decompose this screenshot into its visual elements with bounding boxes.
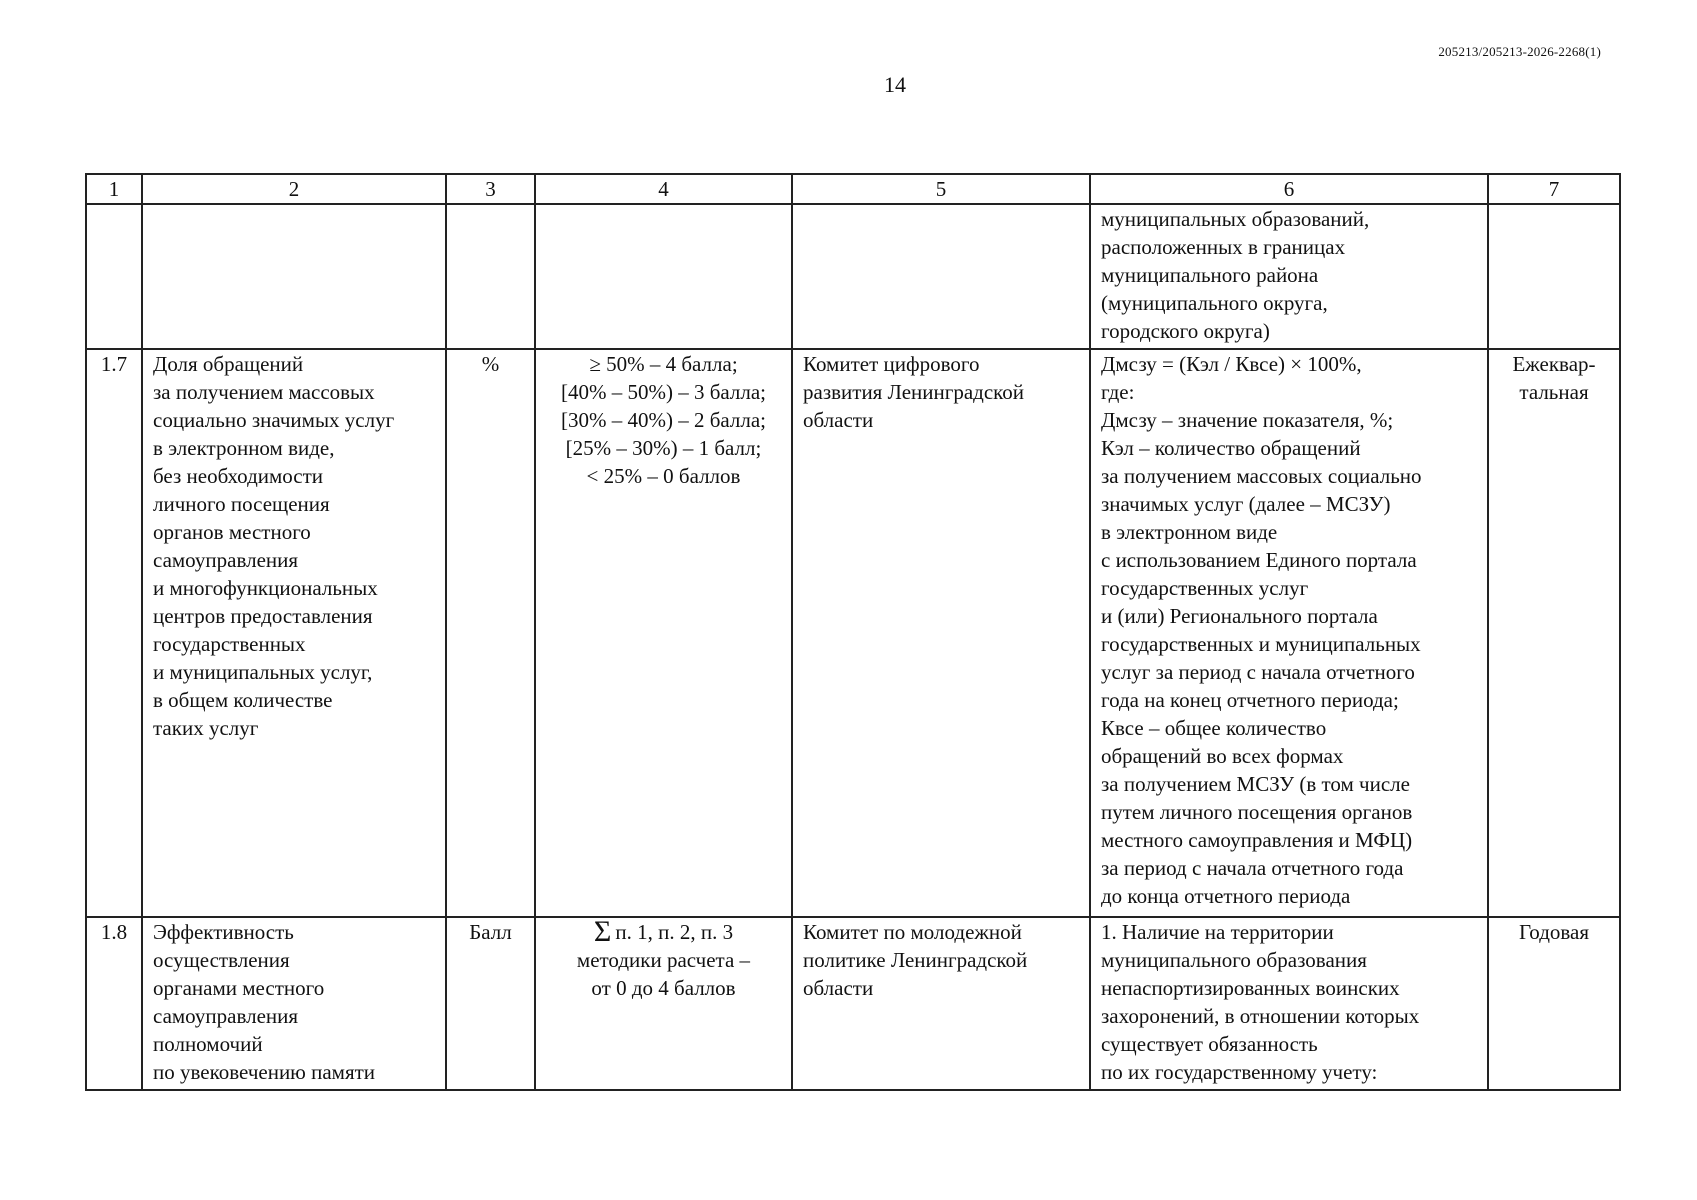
periodicity-cell: Ежеквар- тальная bbox=[1488, 349, 1620, 917]
indicator-cell: Доля обращений за получением массовых социально значимых услуг в электронном виде, без необходимости личного посещения органов местного самоуправления и многофункциональных центров предоставления государственных и муниципальных услуг, в общем количестве таких услуг bbox=[142, 349, 446, 917]
formula-cell: 1. Наличие на территории муниципального образования непаспортизированных воинских захоронений, в отношении которых существует обязанность по их государственному учету: bbox=[1090, 917, 1488, 1090]
document-id: 205213/205213-2026-2268(1) bbox=[1438, 44, 1601, 59]
formula-cell: муниципальных образований, расположенных в границах муниципального района (муниципального округа, городского округа) bbox=[1090, 204, 1488, 349]
scoring-cell bbox=[535, 204, 792, 349]
periodicity-cell bbox=[1488, 204, 1620, 349]
indicators-table bbox=[85, 173, 1621, 1091]
column-header: 3 bbox=[446, 174, 535, 204]
column-header: 4 bbox=[535, 174, 792, 204]
scoring-text: п. 1, п. 2, п. 3 методики расчета – от 0 до 4 баллов bbox=[576, 920, 751, 1000]
table-row bbox=[86, 204, 1620, 349]
formula-cell: Дмсзу = (Кэл / Квсе) × 100%, где: Дмсзу – значение показателя, %; Кэл – количество обращений за получением массовых социально значимых услуг (далее – МСЗУ) в электронном виде с использованием Единого портала государственных услуг и (или) Регионального портала государственных и муниципальных услуг за период с начала отчетного года на конец отчетного периода; Квсе – общее количество обращений во всех формах за получением МСЗУ (в том числе путем личного посещения органов местного самоуправления и МФЦ) за период с начала отчетного года до конца отчетного периода bbox=[1090, 349, 1488, 917]
responsible-cell bbox=[792, 204, 1090, 349]
sum-symbol: Σ bbox=[593, 917, 612, 948]
column-header: 6 bbox=[1090, 174, 1488, 204]
column-header: 5 bbox=[792, 174, 1090, 204]
table-row bbox=[86, 349, 1620, 917]
responsible-cell: Комитет цифрового развития Ленинградской области bbox=[792, 349, 1090, 917]
unit-cell: Балл bbox=[446, 917, 535, 1090]
column-header: 7 bbox=[1488, 174, 1620, 204]
column-header: 2 bbox=[142, 174, 446, 204]
responsible-cell: Комитет по молодежной политике Ленинградской области bbox=[792, 917, 1090, 1090]
row-number-cell: 1.7 bbox=[86, 349, 142, 917]
indicator-cell bbox=[142, 204, 446, 349]
indicator-cell: Эффективность осуществления органами местного самоуправления полномочий по увековечению памяти bbox=[142, 917, 446, 1090]
table-header-row bbox=[86, 174, 1620, 204]
unit-cell: % bbox=[446, 349, 535, 917]
periodicity-cell: Годовая bbox=[1488, 917, 1620, 1090]
unit-cell bbox=[446, 204, 535, 349]
table-row bbox=[86, 917, 1620, 1090]
scoring-cell bbox=[535, 917, 792, 1090]
column-header: 1 bbox=[86, 174, 142, 204]
page-number: 14 bbox=[884, 72, 906, 97]
row-number-cell: 1.8 bbox=[86, 917, 142, 1090]
scoring-cell: ≥ 50% – 4 балла; [40% – 50%) – 3 балла; [30% – 40%) – 2 балла; [25% – 30%) – 1 балл; < 25% – 0 баллов bbox=[535, 349, 792, 917]
row-number-cell bbox=[86, 204, 142, 349]
